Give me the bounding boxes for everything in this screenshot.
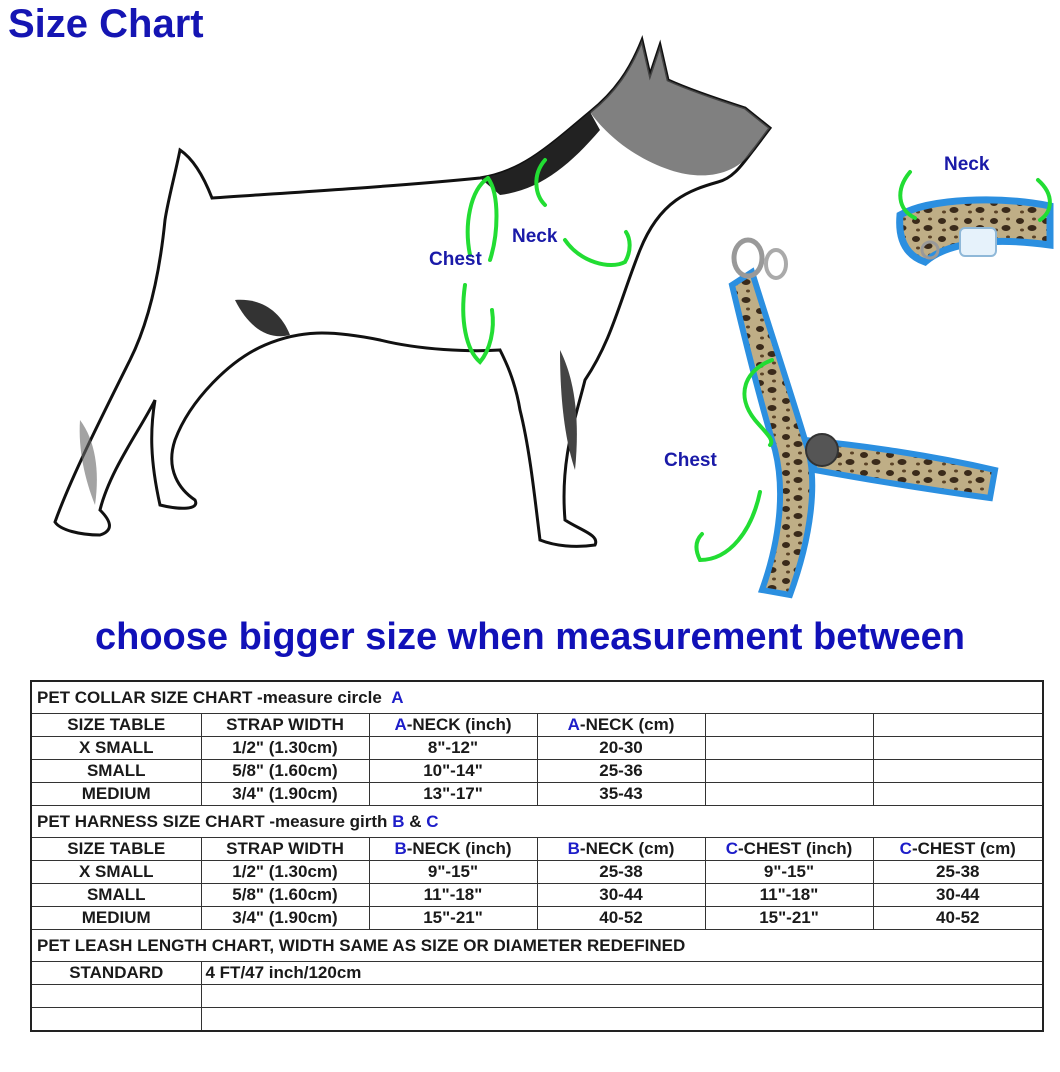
- leash-section-row: [31, 930, 1043, 962]
- table-cell: [873, 760, 1043, 783]
- table-row: [31, 783, 1043, 806]
- harness-header-row: [31, 838, 1043, 861]
- harness-header-cell: SIZE TABLE: [31, 838, 201, 861]
- table-cell: 5/8" (1.60cm): [201, 884, 369, 907]
- harness-table-body: [31, 861, 1043, 930]
- table-cell: MEDIUM: [31, 783, 201, 806]
- table-cell: 3/4" (1.90cm): [201, 907, 369, 930]
- table-cell: 9"-15": [705, 861, 873, 884]
- table-cell: 11"-18": [369, 884, 537, 907]
- table-cell: 8"-12": [369, 737, 537, 760]
- blank-cell: [201, 985, 1043, 1008]
- page-title: Size Chart: [8, 2, 204, 46]
- table-cell: 3/4" (1.90cm): [201, 783, 369, 806]
- blank-cell: [201, 1008, 1043, 1032]
- table-cell: 40-52: [873, 907, 1043, 930]
- harness-section-title: PET HARNESS SIZE CHART -measure girth B & C: [31, 806, 1043, 838]
- table-row: [31, 760, 1043, 783]
- table-cell: 25-38: [537, 861, 705, 884]
- table-cell: 10"-14": [369, 760, 537, 783]
- table-cell: SMALL: [31, 760, 201, 783]
- harness-header-cell: B-NECK (cm): [537, 838, 705, 861]
- blank-row: [31, 985, 1043, 1008]
- table-row: [31, 737, 1043, 760]
- table-row: [31, 884, 1043, 907]
- table-cell: 1/2" (1.30cm): [201, 737, 369, 760]
- table-cell: [873, 737, 1043, 760]
- table-cell: 35-43: [537, 783, 705, 806]
- leash-size-cell: STANDARD: [31, 962, 201, 985]
- leash-section-title: PET LEASH LENGTH CHART, WIDTH SAME AS SIZE OR DIAMETER REDEFINED: [31, 930, 1043, 962]
- table-cell: 40-52: [537, 907, 705, 930]
- table-cell: 5/8" (1.60cm): [201, 760, 369, 783]
- collar-header-cell: [873, 714, 1043, 737]
- table-cell: X SMALL: [31, 737, 201, 760]
- table-cell: 25-38: [873, 861, 1043, 884]
- collar-header-cell: [705, 714, 873, 737]
- harness-illustration: [696, 240, 995, 595]
- collar-table-body: [31, 737, 1043, 806]
- table-row: [31, 907, 1043, 930]
- table-cell: [705, 760, 873, 783]
- table-cell: 30-44: [537, 884, 705, 907]
- blank-cell: [31, 985, 201, 1008]
- harness-header-cell: C-CHEST (inch): [705, 838, 873, 861]
- table-cell: 9"-15": [369, 861, 537, 884]
- collar-section-title: PET COLLAR SIZE CHART -measure circle A: [31, 681, 1043, 714]
- dog-illustration: [55, 40, 770, 546]
- table-cell: 30-44: [873, 884, 1043, 907]
- harness-header-cell: STRAP WIDTH: [201, 838, 369, 861]
- table-cell: 15"-21": [705, 907, 873, 930]
- size-chart-table: [30, 680, 1044, 1032]
- table-cell: SMALL: [31, 884, 201, 907]
- table-cell: X SMALL: [31, 861, 201, 884]
- headline: choose bigger size when measurement between: [94, 616, 966, 658]
- dog-chest-label: Chest: [429, 249, 482, 270]
- collar-header-row: [31, 714, 1043, 737]
- collar-header-cell: A-NECK (inch): [369, 714, 537, 737]
- collar-header-cell: A-NECK (cm): [537, 714, 705, 737]
- table-cell: 11"-18": [705, 884, 873, 907]
- collar-section-row: [31, 681, 1043, 714]
- blank-cell: [31, 1008, 201, 1032]
- table-cell: 25-36: [537, 760, 705, 783]
- leash-row: [31, 962, 1043, 985]
- table-cell: 20-30: [537, 737, 705, 760]
- table-cell: MEDIUM: [31, 907, 201, 930]
- blank-row: [31, 1008, 1043, 1032]
- table-cell: [705, 783, 873, 806]
- collar-neck-label: Neck: [944, 154, 990, 175]
- collar-header-cell: STRAP WIDTH: [201, 714, 369, 737]
- table-cell: 13"-17": [369, 783, 537, 806]
- collar-illustration: [900, 172, 1050, 262]
- table-row: [31, 861, 1043, 884]
- table-cell: [705, 737, 873, 760]
- dog-neck-label: Neck: [512, 226, 558, 247]
- harness-section-row: [31, 806, 1043, 838]
- harness-chest-label: Chest: [664, 450, 717, 471]
- collar-header-cell: SIZE TABLE: [31, 714, 201, 737]
- harness-header-cell: B-NECK (inch): [369, 838, 537, 861]
- table-cell: [873, 783, 1043, 806]
- table-cell: 1/2" (1.30cm): [201, 861, 369, 884]
- harness-header-cell: C-CHEST (cm): [873, 838, 1043, 861]
- leash-value-cell: 4 FT/47 inch/120cm: [201, 962, 1043, 985]
- table-cell: 15"-21": [369, 907, 537, 930]
